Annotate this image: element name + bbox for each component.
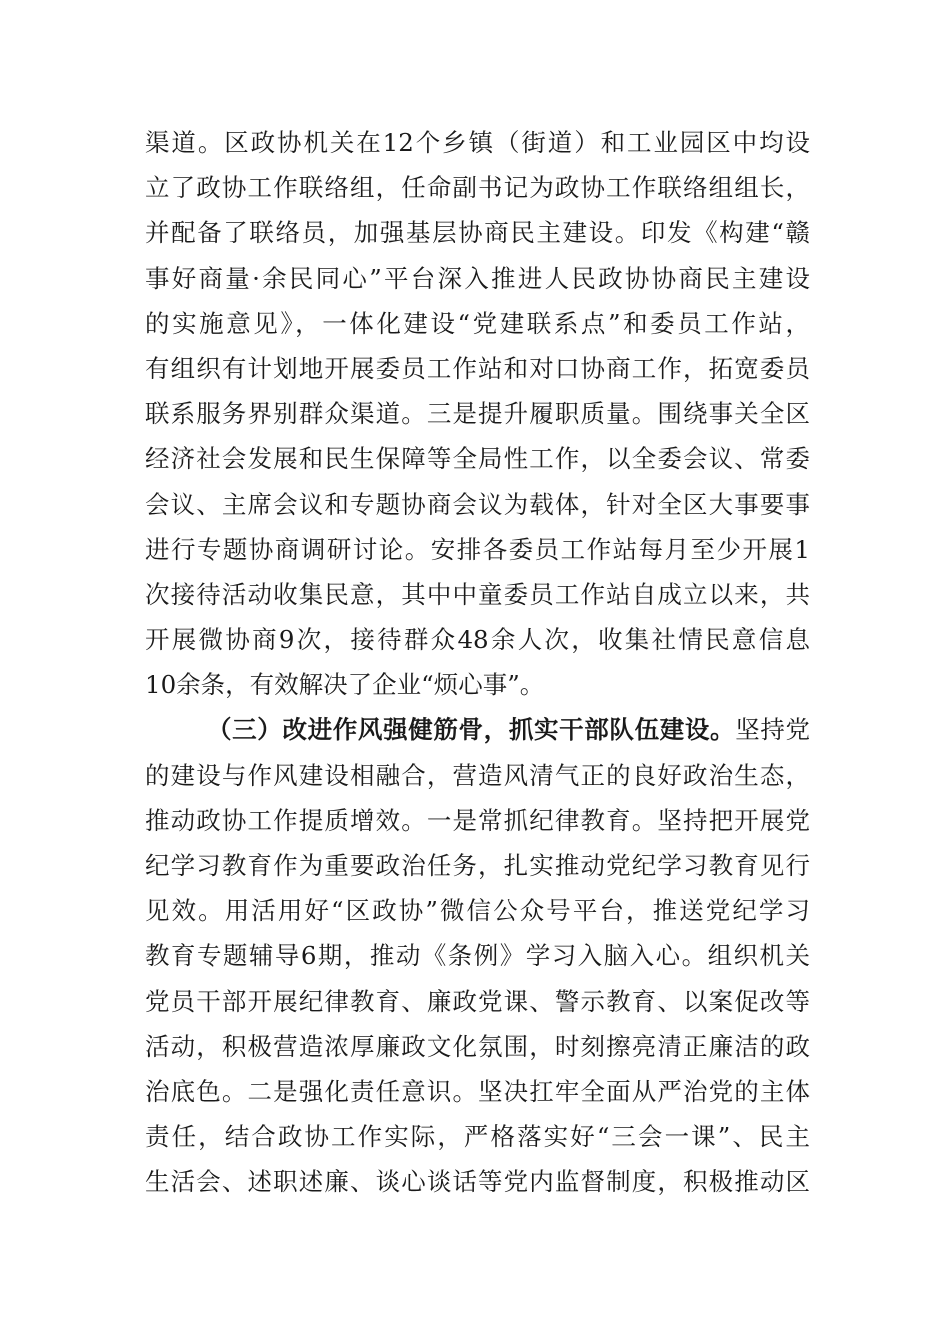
text-line: 进行专题协商调研讨论。安排各委员工作站每月至少开展1 <box>145 534 810 564</box>
text-line: 有组织有计划地开展委员工作站和对口协商工作，拓宽委员 <box>145 353 810 383</box>
text-line: 推动政协工作提质增效。一是常抓纪律教育。坚持把开展党 <box>145 805 810 835</box>
paragraph-2 <box>145 707 810 1204</box>
text-line: 联系服务界别群众渠道。三是提升履职质量。围绕事关全区 <box>145 399 810 429</box>
text-line: 党员干部开展纪律教育、廉政党课、警示教育、以案促改等 <box>145 986 810 1016</box>
text-line: 立了政协工作联络组，任命副书记为政协工作联络组组长， <box>145 173 810 203</box>
document-body <box>145 120 810 1205</box>
text-line: 并配备了联络员，加强基层协商民主建设。印发《构建“赣 <box>145 218 810 248</box>
text-line: 的实施意见》，一体化建设“党建联系点”和委员工作站， <box>145 308 810 338</box>
text-line: 事好商量·余民同心”平台深入推进人民政协协商民主建设 <box>145 263 810 293</box>
text-line: 见效。用活用好“区政协”微信公众号平台，推送党纪学习 <box>145 896 810 926</box>
text-line: 次接待活动收集民意，其中中童委员工作站自成立以来，共 <box>145 579 810 609</box>
text-line: 开展微协商9次，接待群众48余人次，收集社情民意信息 <box>145 625 810 655</box>
text-line: 会议、主席会议和专题协商会议为载体，针对全区大事要事 <box>145 489 810 519</box>
text-line: 责任，结合政协工作实际，严格落实好“三会一课”、民主 <box>145 1122 810 1152</box>
text-line: 生活会、述职述廉、谈心谈话等党内监督制度，积极推动区 <box>145 1167 810 1197</box>
heading-line-text: 坚持党 <box>735 715 810 745</box>
text-line: 治底色。二是强化责任意识。坚决扛牢全面从严治党的主体 <box>145 1076 810 1106</box>
text-line: 经济社会发展和民生保障等全局性工作，以全委会议、常委 <box>145 444 810 474</box>
text-line: 教育专题辅导6期，推动《条例》学习入脑入心。组织机关 <box>145 941 810 971</box>
text-line: 渠道。区政协机关在12个乡镇（街道）和工业园区中均设 <box>145 128 810 157</box>
section-heading-line <box>145 707 810 752</box>
paragraph-1 <box>145 120 810 707</box>
text-line: 纪学习教育作为重要政治任务，扎实推动党纪学习教育见行 <box>145 851 810 880</box>
text-line: 的建设与作风建设相融合，营造风清气正的良好政治生态， <box>145 760 810 790</box>
section-heading: （三）改进作风强健筋骨，抓实干部队伍建设。 <box>207 715 736 745</box>
text-line: 10余条，有效解决了企业“烦心事”。 <box>145 670 545 700</box>
text-line: 活动，积极营造浓厚廉政文化氛围，时刻擦亮清正廉洁的政 <box>145 1031 810 1061</box>
